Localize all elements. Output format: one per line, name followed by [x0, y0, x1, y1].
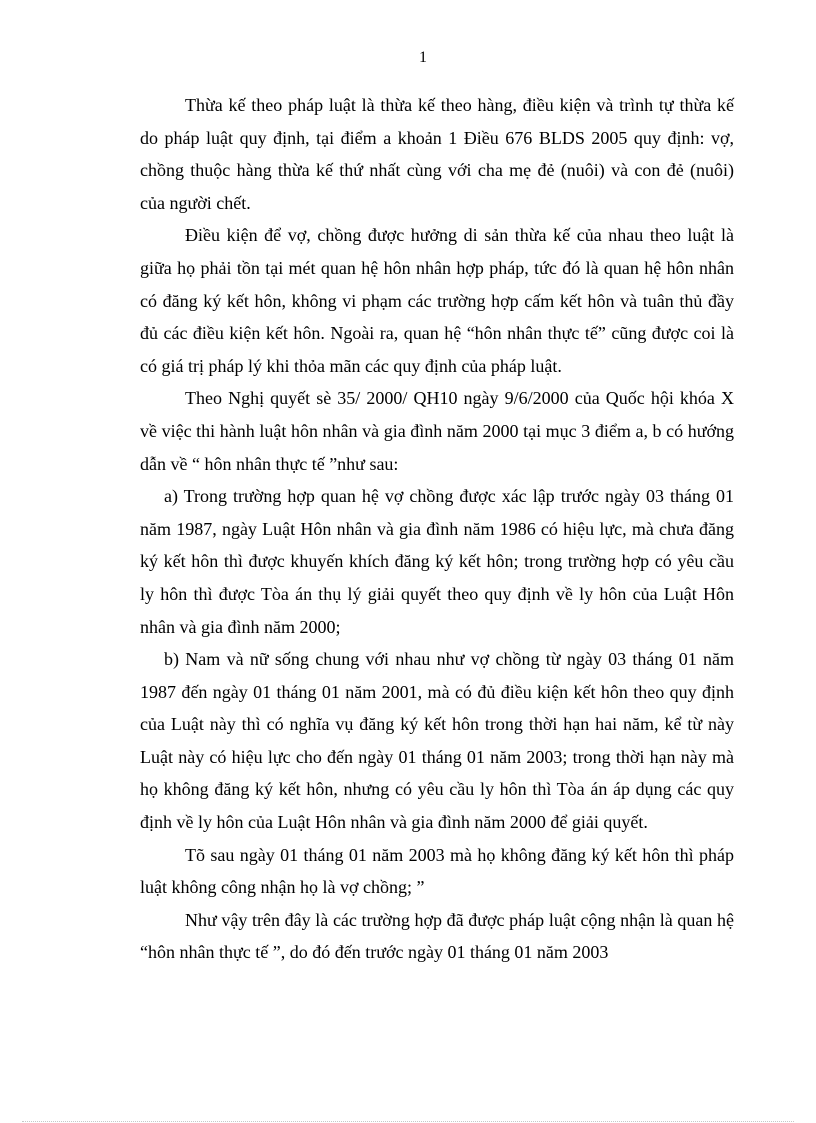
paragraph-conclusion: Như vậy trên đây là các trường hợp đã được pháp luật cộng nhận là quan hệ “hôn nhân thực tế ”, do đó đến trước ngày 01 tháng 01 năm 2003: [140, 909, 734, 963]
paragraph-resolution: Theo Nghị quyết sè 35/ 2000/ QH10 ngày 9/6/2000 của Quốc hội khóa X về việc thi hành luật hôn nhân và gia đình năm 2000 tại mục 3 điểm a, b có hướng dẫn về “ hôn nhân thực tế ”như sau:: [140, 388, 734, 474]
page-bottom-divider: [22, 1121, 794, 1122]
paragraph-conditions: Điều kiện để vợ, chồng được hưởng di sản thừa kế của nhau theo luật là giữa họ phải tồn tại mét quan hệ hôn nhân hợp pháp, tức đó là quan hệ hôn nhân có đăng ký kết hôn, không vi phạm các trường hợp cấm kết hôn và tuân thủ đầy đủ các điều kiện kết hôn. Ngoài ra, quan hệ “hôn nhân thực tế” cũng được coi là có giá trị pháp lý khi thỏa mãn các quy định của pháp luật.: [140, 225, 734, 376]
page-number: 1: [419, 49, 427, 66]
document-body: [140, 89, 734, 969]
paragraph-inheritance-by-law: Thừa kế theo pháp luật là thừa kế theo hàng, điều kiện và trình tự thừa kế do pháp luật quy định, tại điểm a khoản 1 Điều 676 BLDS 2005 quy định: vợ, chồng thuộc hàng thừa kế thứ nhất cùng với cha mẹ đẻ (nuôi) và con đẻ (nuôi) của người chết.: [140, 95, 734, 213]
paragraph-from-2003: Tõ sau ngày 01 tháng 01 năm 2003 mà họ không đăng ký kết hôn thì pháp luật không công nhận họ là vợ chồng; ”: [140, 844, 734, 898]
list-item-a: a) Trong trường hợp quan hệ vợ chồng được xác lập trước ngày 03 tháng 01 năm 1987, ngày Luật Hôn nhân và gia đình năm 1986 có hiệu lực, mà chưa đăng ký kết hôn thì được khuyến khích đăng ký kết hôn; trong trường hợp có yêu cầu ly hôn thì được Tòa án thụ lý giải quyết theo quy định về ly hôn của Luật Hôn nhân và gia đình năm 2000;: [140, 486, 734, 637]
list-item-b: b) Nam và nữ sống chung với nhau như vợ chồng từ ngày 03 tháng 01 năm 1987 đến ngày 01 tháng 01 năm 2001, mà có đủ điều kiện kết hôn theo quy định của Luật này thì có nghĩa vụ đăng ký kết hôn trong thời hạn hai năm, kể từ này Luật này có hiệu lực cho đến ngày 01 tháng 01 năm 2003; trong thời hạn này mà họ không đăng ký kết hôn, nhưng có yêu cầu ly hôn thì Tòa án áp dụng các quy định về ly hôn của Luật Hôn nhân và gia đình năm 2000 để giải quyết.: [140, 649, 734, 833]
